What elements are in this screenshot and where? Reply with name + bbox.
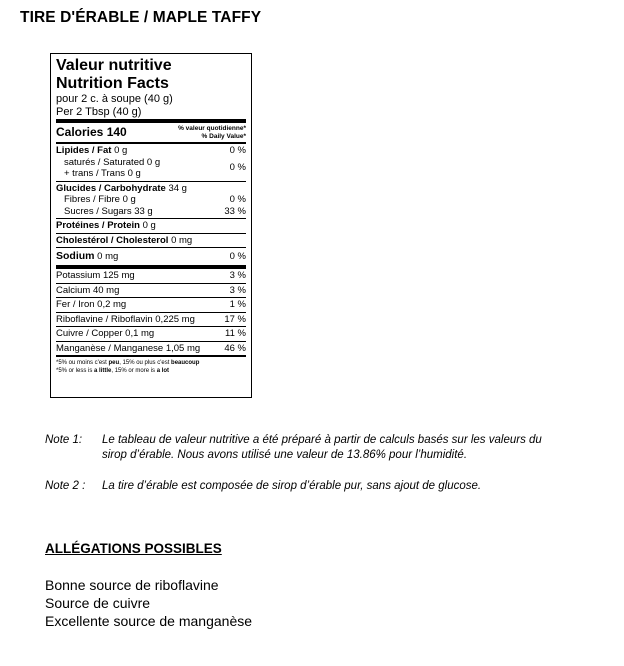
claims-list bbox=[45, 576, 252, 630]
mineral-row bbox=[56, 327, 246, 341]
fat-dv: 0 % bbox=[229, 145, 246, 156]
mineral-name: Manganèse / Manganese 1,05 mg bbox=[56, 342, 201, 354]
mineral-dv: 46 % bbox=[224, 342, 246, 354]
sodium-name: Sodium bbox=[56, 249, 95, 262]
note-text: Le tableau de valeur nutritive a été préparé à partir de calculs basés sur les valeurs du bbox=[102, 434, 542, 446]
sugars: Sucres / Sugars 33 g bbox=[64, 205, 153, 217]
mineral-row bbox=[56, 284, 246, 298]
carb-block bbox=[56, 182, 246, 219]
footnote-fr bbox=[56, 359, 246, 367]
fibre: Fibres / Fibre 0 g bbox=[64, 194, 136, 205]
note-text: sirop d’érable. Nous avons utilisé une valeur de 13.86% pour l’humidité. bbox=[102, 449, 468, 461]
nutrition-facts-label bbox=[50, 53, 252, 398]
sodium-dv: 0 % bbox=[229, 250, 246, 262]
footnote-emph: beaucoup bbox=[171, 360, 200, 366]
sugars-dv: 33 % bbox=[224, 205, 246, 217]
fibre-dv: 0 % bbox=[229, 194, 246, 205]
footnote-text: *5% ou moins c'est bbox=[56, 360, 109, 366]
protein-name: Protéines / Protein bbox=[56, 220, 140, 231]
mineral-dv: 3 % bbox=[229, 284, 246, 296]
footnote-en bbox=[56, 367, 246, 375]
protein-amount: 0 g bbox=[142, 220, 156, 231]
fat-name: Lipides / Fat bbox=[56, 145, 112, 156]
mineral-row bbox=[56, 313, 246, 327]
note-1 bbox=[45, 433, 542, 463]
note-number: Note 1: bbox=[45, 434, 83, 446]
carb-name: Glucides / Carbohydrate bbox=[56, 182, 166, 194]
mineral-name: Cuivre / Copper 0,1 mg bbox=[56, 328, 155, 339]
mineral-name: Riboflavine / Riboflavin 0,225 mg bbox=[56, 313, 195, 325]
label-title-en: Nutrition Facts bbox=[56, 75, 169, 92]
mineral-row bbox=[56, 342, 246, 356]
saturated-fat: saturés / Saturated 0 g bbox=[64, 156, 161, 168]
footnote-text: , 15% or more is bbox=[111, 368, 157, 374]
sodium-amount: 0 mg bbox=[97, 250, 119, 262]
dv-header-en: % Daily Value* bbox=[201, 132, 246, 140]
protein-row bbox=[56, 219, 246, 233]
claim-item: Excellente source de manganèse bbox=[45, 613, 253, 629]
claim-item: Source de cuivre bbox=[45, 595, 151, 611]
mineral-row bbox=[56, 269, 246, 283]
serving-size-en: Per 2 Tbsp (40 g) bbox=[56, 105, 142, 118]
note-2 bbox=[45, 479, 481, 494]
mineral-dv: 11 % bbox=[225, 328, 246, 339]
mineral-name: Fer / Iron 0,2 mg bbox=[56, 299, 127, 310]
footnote-emph: a little bbox=[94, 368, 112, 374]
footnote-text: , 15% ou plus c'est bbox=[119, 360, 172, 366]
dv-header-fr: % valeur quotidienne* bbox=[178, 125, 246, 132]
calories-label: Calories 140 bbox=[56, 125, 127, 139]
footnote-emph: a lot bbox=[156, 368, 170, 374]
page-title: TIRE D'ÉRABLE / MAPLE TAFFY bbox=[20, 9, 262, 26]
mineral-dv: 3 % bbox=[229, 270, 246, 281]
cholesterol-row bbox=[56, 234, 246, 248]
sodium-row bbox=[56, 248, 246, 265]
trans-fat: + trans / Trans 0 g bbox=[64, 168, 141, 179]
label-title-fr: Valeur nutritive bbox=[56, 57, 172, 74]
mineral-row bbox=[56, 298, 246, 312]
footnote bbox=[56, 357, 246, 375]
mineral-name: Calcium 40 mg bbox=[56, 284, 120, 296]
cholesterol-name: Cholestérol / Cholesterol bbox=[56, 234, 169, 246]
serving-size-fr: pour 2 c. à soupe (40 g) bbox=[56, 93, 173, 105]
footnote-text: *5% or less is bbox=[56, 368, 95, 374]
note-text: La tire d’érable est composée de sirop d’érable pur, sans ajout de glucose. bbox=[102, 480, 482, 492]
footnote-emph: peu bbox=[108, 360, 120, 366]
sat-trans-dv: 0 % bbox=[229, 162, 246, 174]
daily-value-header bbox=[178, 125, 246, 140]
cholesterol-amount: 0 mg bbox=[171, 234, 193, 246]
claim-item: Bonne source de riboflavine bbox=[45, 577, 219, 593]
minerals-list bbox=[56, 269, 246, 355]
claims-heading: ALLÉGATIONS POSSIBLES bbox=[45, 541, 222, 556]
mineral-dv: 1 % bbox=[229, 299, 246, 310]
mineral-name: Potassium 125 mg bbox=[56, 270, 135, 281]
fat-block bbox=[56, 144, 246, 181]
note-number: Note 2 : bbox=[45, 480, 86, 492]
carb-amount: 34 g bbox=[168, 182, 187, 194]
calories-row bbox=[56, 123, 246, 142]
fat-amount: 0 g bbox=[114, 145, 128, 156]
mineral-dv: 17 % bbox=[224, 313, 246, 325]
